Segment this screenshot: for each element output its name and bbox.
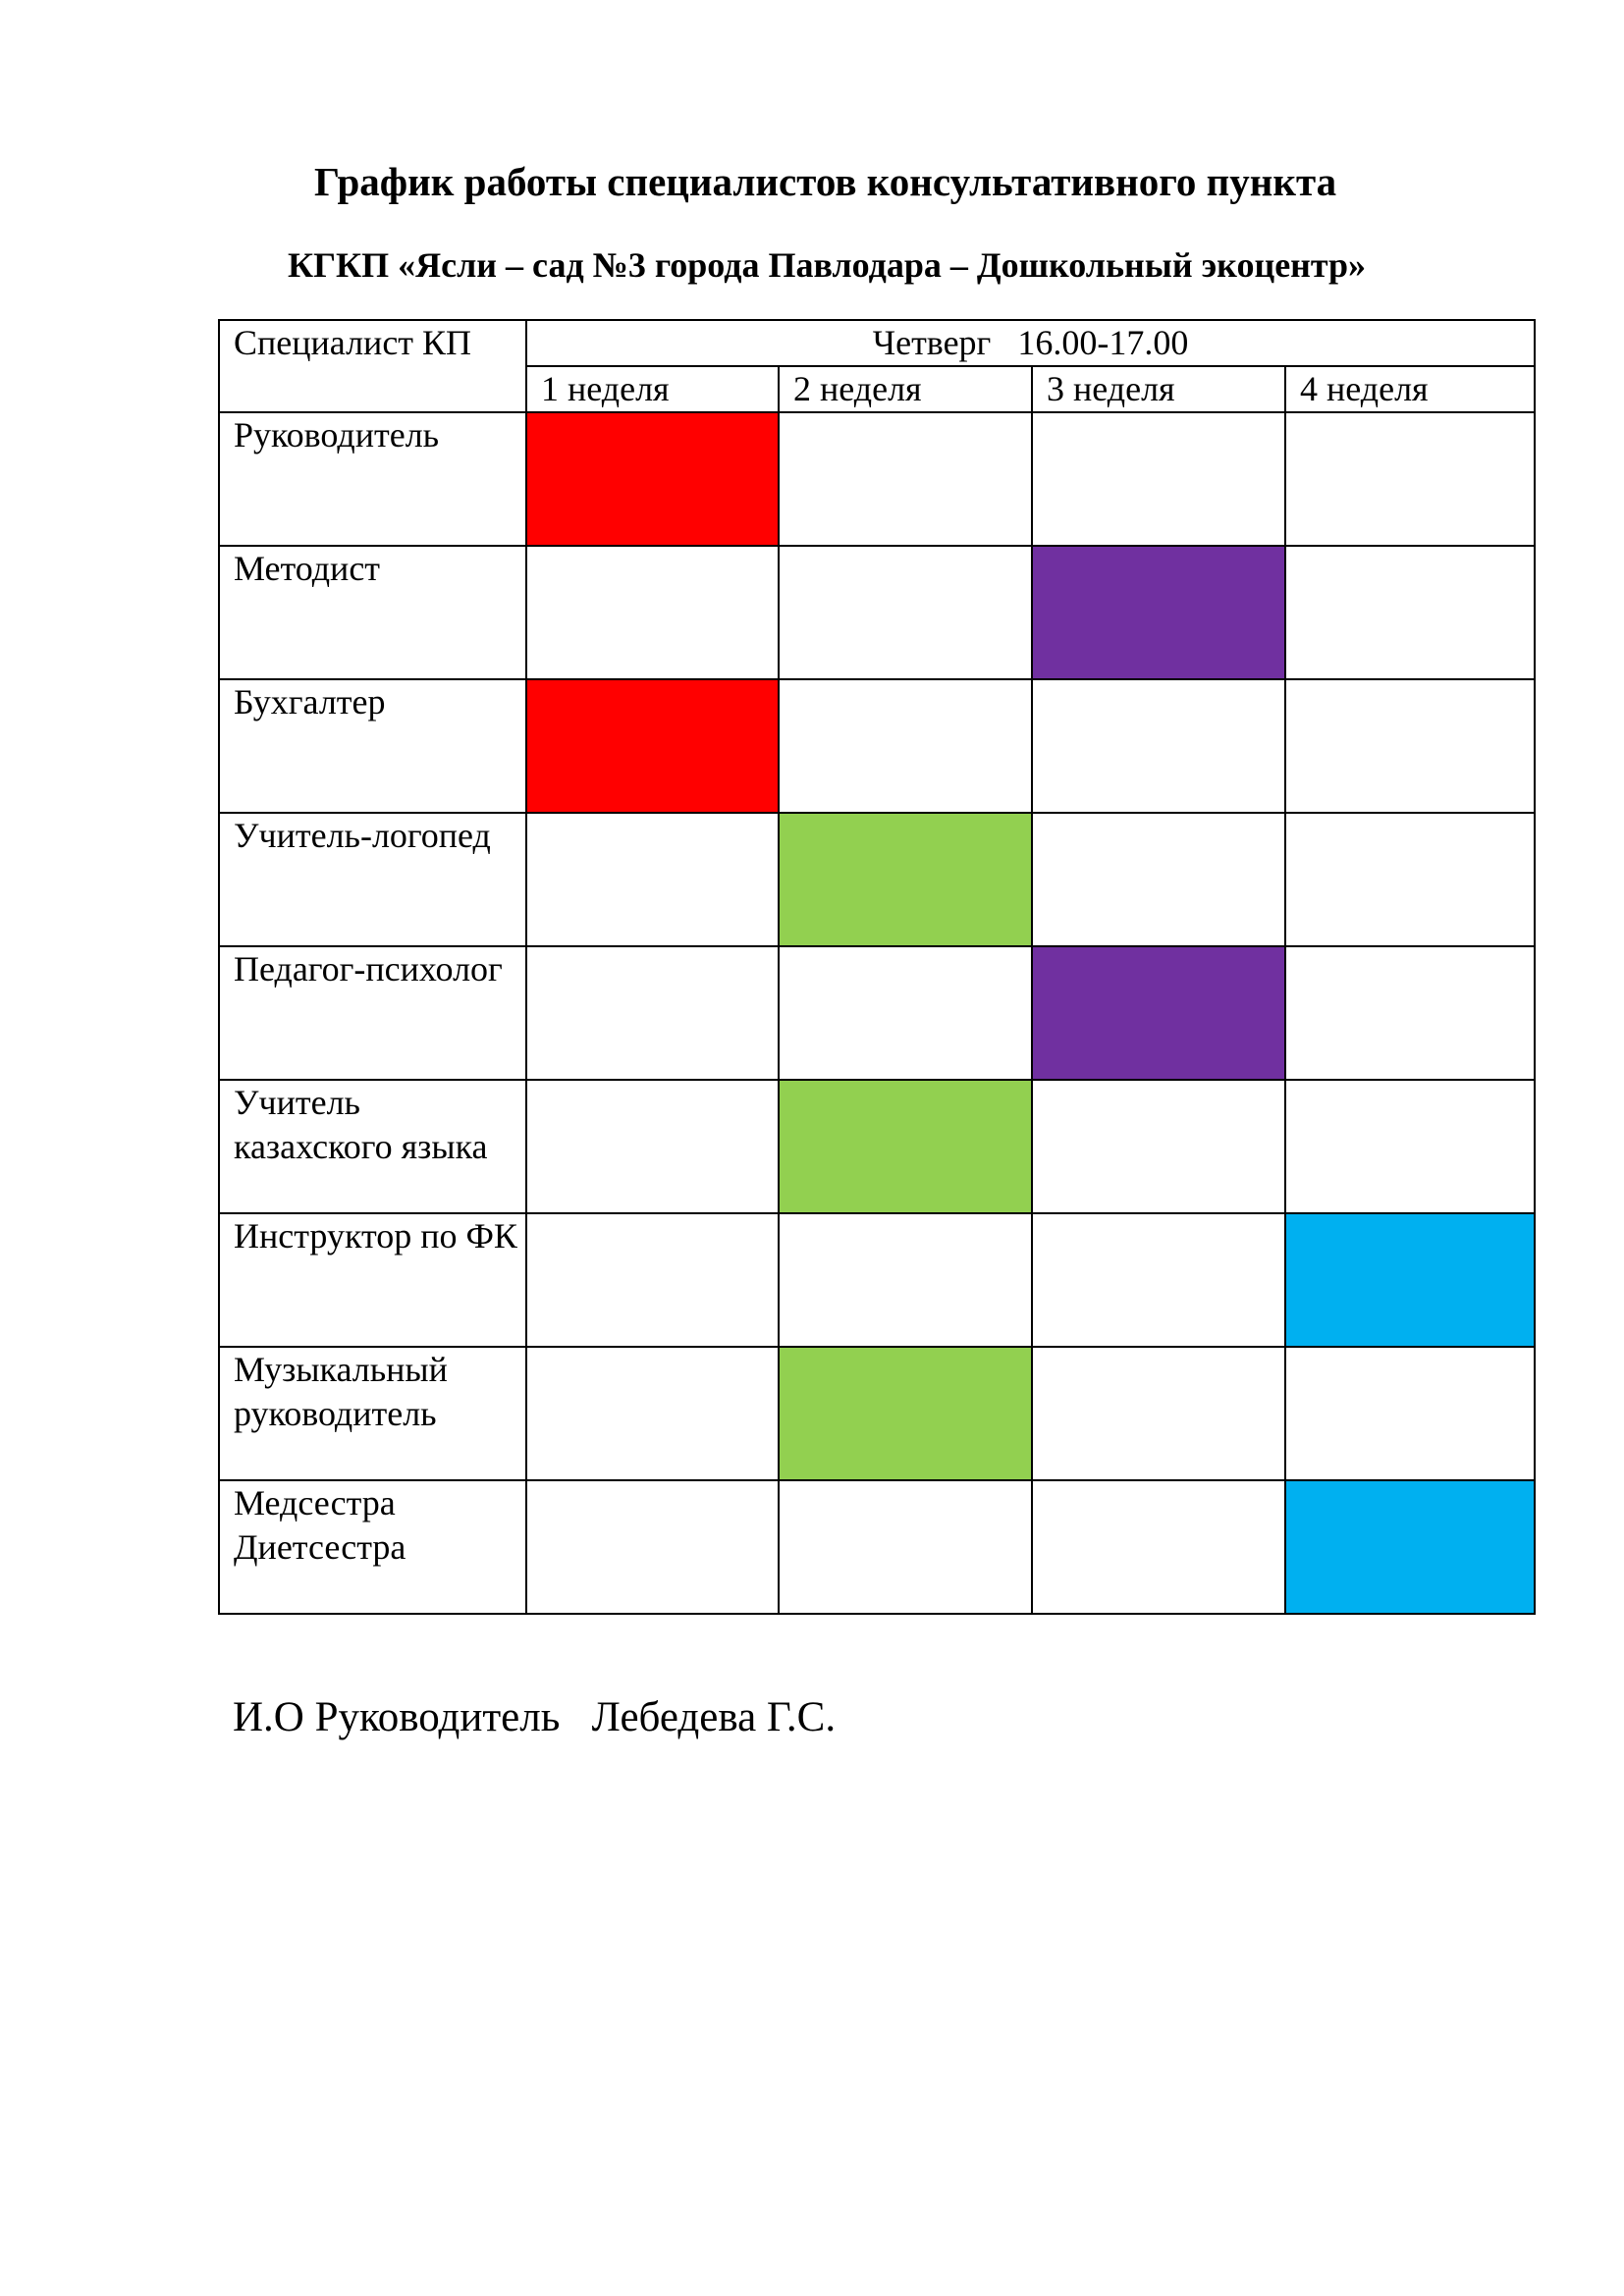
schedule-cell-empty xyxy=(1032,813,1285,946)
specialist-name: Руководитель xyxy=(219,412,526,546)
day-time-header xyxy=(526,320,1535,366)
table-row xyxy=(219,412,1535,546)
week-header-3: 3 неделя xyxy=(1032,366,1285,412)
schedule-cell-empty xyxy=(779,946,1032,1080)
table-row xyxy=(219,1080,1535,1213)
schedule-cell-active xyxy=(779,1347,1032,1480)
specialist-name: Инструктор по ФК xyxy=(219,1213,526,1347)
schedule-cell-empty xyxy=(1032,412,1285,546)
schedule-cell-empty xyxy=(526,1080,779,1213)
schedule-cell-empty xyxy=(779,412,1032,546)
specialist-name: Медсестра Диетсестра xyxy=(219,1480,526,1614)
schedule-cell-active xyxy=(526,412,779,546)
table-row xyxy=(219,1347,1535,1480)
schedule-cell-active xyxy=(779,813,1032,946)
schedule-cell-empty xyxy=(779,679,1032,813)
document-title: График работы специалистов консультативного пункта xyxy=(314,159,1337,204)
week-header-1: 1 неделя xyxy=(526,366,779,412)
specialist-name: Педагог-психолог xyxy=(219,946,526,1080)
specialist-name: Бухгалтер xyxy=(219,679,526,813)
schedule-cell-empty xyxy=(1032,1480,1285,1614)
schedule-cell-empty xyxy=(1032,679,1285,813)
table-row xyxy=(219,546,1535,679)
specialist-name: Учитель казахского языка xyxy=(219,1080,526,1213)
schedule-cell-empty xyxy=(526,1213,779,1347)
specialist-column-header: Специалист КП xyxy=(219,320,526,412)
schedule-cell-empty xyxy=(779,1213,1032,1347)
schedule-cell-empty xyxy=(526,946,779,1080)
schedule-cell-active xyxy=(526,679,779,813)
table-header-row xyxy=(219,320,1535,366)
schedule-cell-empty xyxy=(1285,679,1535,813)
schedule-table xyxy=(218,319,1536,1615)
schedule-cell-empty xyxy=(526,1347,779,1480)
schedule-cell-empty xyxy=(1285,813,1535,946)
schedule-cell-empty xyxy=(1032,1347,1285,1480)
specialist-name: Музыкальный руководитель xyxy=(219,1347,526,1480)
schedule-cell-empty xyxy=(1285,412,1535,546)
schedule-cell-active xyxy=(1285,1213,1535,1347)
day-time-label: Четверг 16.00-17.00 xyxy=(872,323,1189,362)
schedule-cell-empty xyxy=(526,546,779,679)
table-row xyxy=(219,1213,1535,1347)
table-row xyxy=(219,1480,1535,1614)
schedule-cell-empty xyxy=(526,813,779,946)
schedule-cell-active xyxy=(779,1080,1032,1213)
table-row xyxy=(219,946,1535,1080)
table-row xyxy=(219,813,1535,946)
week-header-4: 4 неделя xyxy=(1285,366,1535,412)
document-subtitle: КГКП «Ясли – сад №3 города Павлодара – Дошкольный экоцентр» xyxy=(288,245,1367,285)
schedule-cell-empty xyxy=(1032,1213,1285,1347)
schedule-cell-empty xyxy=(779,1480,1032,1614)
schedule-cell-empty xyxy=(526,1480,779,1614)
schedule-cell-empty xyxy=(779,546,1032,679)
schedule-cell-empty xyxy=(1032,1080,1285,1213)
specialist-name: Методист xyxy=(219,546,526,679)
schedule-cell-active xyxy=(1032,946,1285,1080)
schedule-cell-empty xyxy=(1285,1080,1535,1213)
schedule-cell-empty xyxy=(1285,946,1535,1080)
signature-line: И.О Руководитель Лебедева Г.С. xyxy=(233,1694,837,1740)
schedule-cell-empty xyxy=(1285,1347,1535,1480)
schedule-cell-active xyxy=(1285,1480,1535,1614)
schedule-cell-active xyxy=(1032,546,1285,679)
schedule-cell-empty xyxy=(1285,546,1535,679)
table-row xyxy=(219,679,1535,813)
week-header-2: 2 неделя xyxy=(779,366,1032,412)
specialist-name: Учитель-логопед xyxy=(219,813,526,946)
